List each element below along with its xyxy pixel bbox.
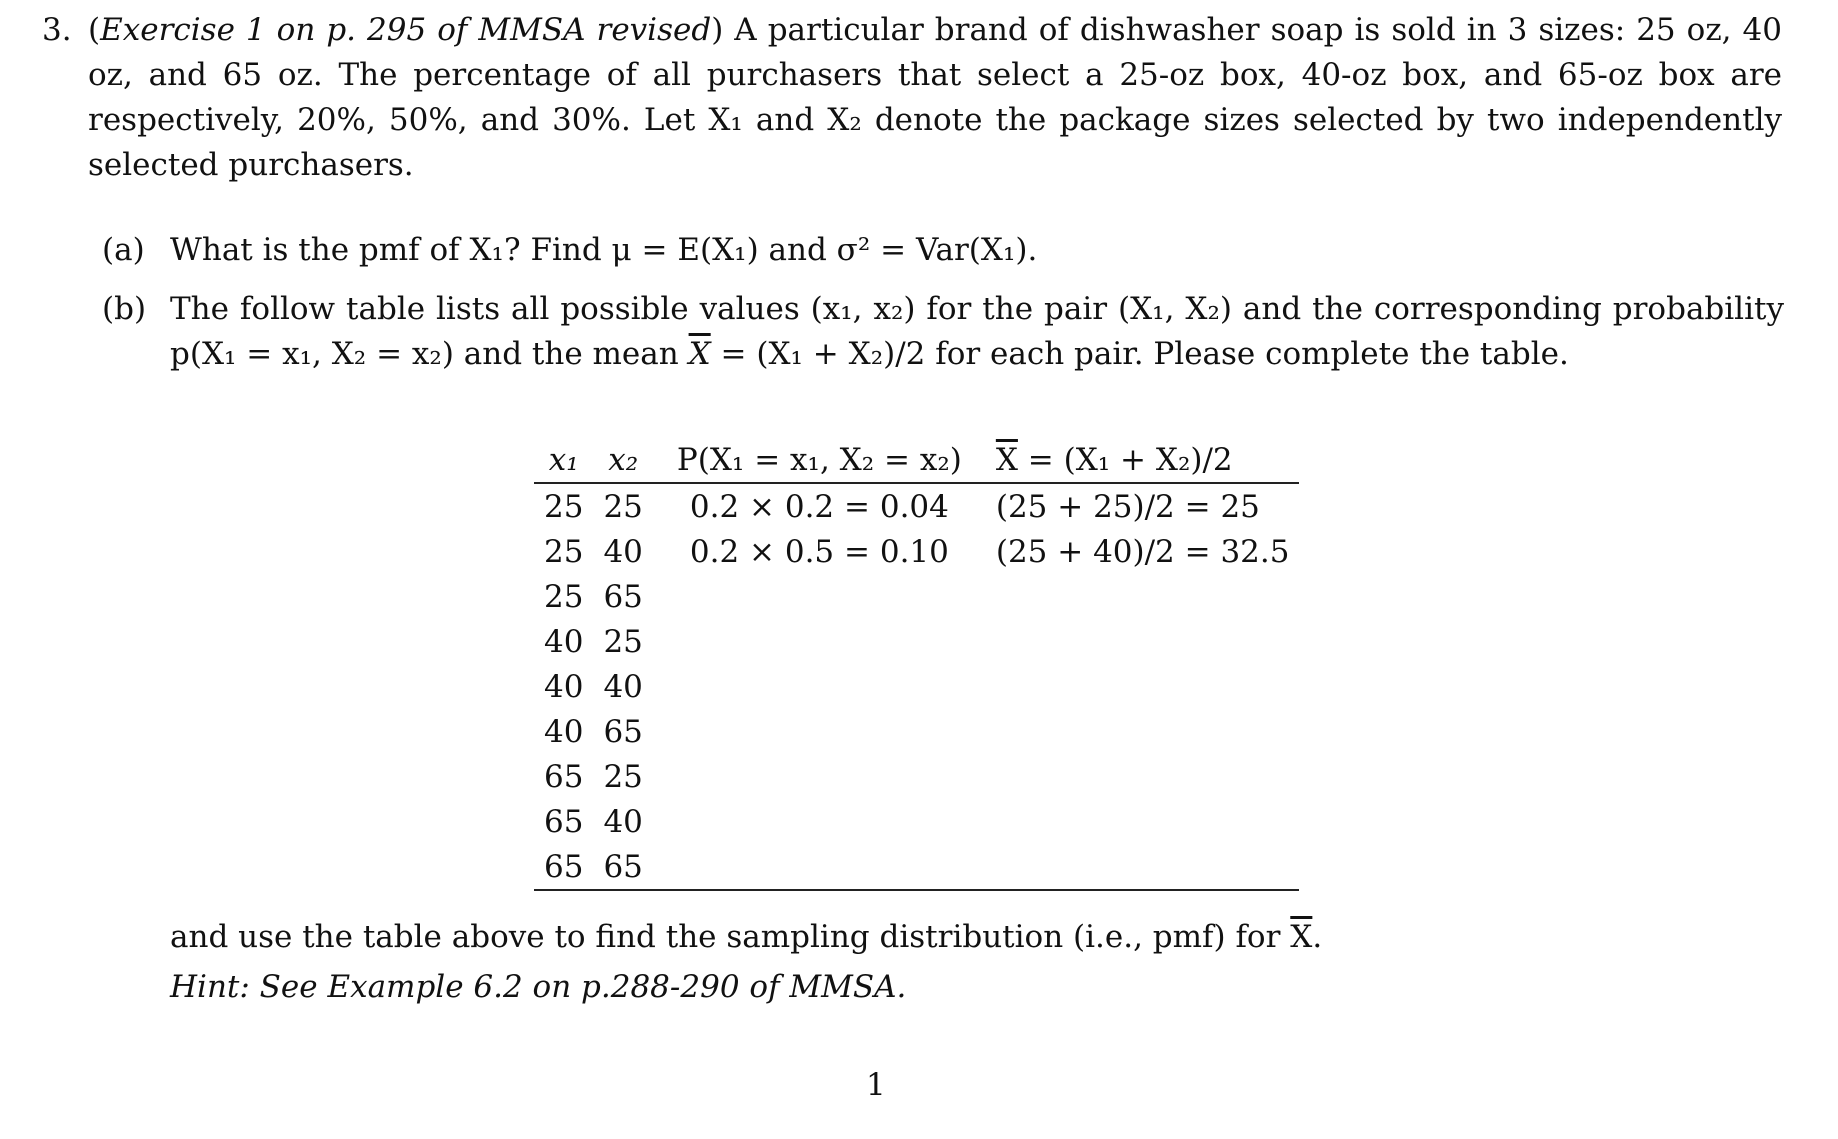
cell-x1: 40 (544, 668, 584, 705)
part-b (102, 287, 1784, 377)
problem-3 (42, 8, 1782, 188)
table-row (534, 754, 1299, 799)
cell-x1: 25 (544, 578, 584, 615)
after-table-text (170, 912, 1322, 1012)
hint-text: Hint: See Example 6.2 on p.288-290 of MMSA. (170, 969, 907, 1005)
cell-x1: 65 (544, 758, 584, 795)
part-b-text-1: The follow table lists all possible values (x₁, x₂) for the pair (X₁, X₂) and the corresponding probability p(X₁ = x₁, X₂ = x₂) and the mean (170, 291, 1784, 372)
cell-mean (986, 844, 1300, 890)
table-row (534, 619, 1299, 664)
after-text-2: . (1312, 919, 1323, 955)
table-row (534, 574, 1299, 619)
header-probability: P(X₁ = x₁, X₂ = x₂) (653, 437, 986, 483)
cell-mean (986, 664, 1300, 709)
problem-text-after: ) A particular brand of dishwasher soap is sold in 3 sizes: 25 oz, 40 oz, and 65 oz. The percentage of all purchasers that select a 25-oz box, 40-oz box, and 65-oz box are respectively, 20%, 50%, and 30%. Let X₁ and X₂ denote the package sizes selected by two independently selected purchasers. (88, 12, 1782, 183)
cell-probability (653, 709, 986, 754)
after-text-1: and use the table above to find the sampling distribution (i.e., pmf) for (170, 919, 1291, 955)
table-row (534, 844, 1299, 890)
table-row (534, 799, 1299, 844)
cell-x2: 25 (603, 623, 643, 660)
cell-x1: 25 (544, 488, 584, 525)
problem-source: Exercise 1 on p. 295 of MMSA revised (100, 12, 712, 48)
cell-x2: 65 (603, 578, 643, 615)
cell-mean: (25 + 40)/2 = 32.5 (995, 533, 1290, 570)
cell-x1: 40 (544, 713, 584, 750)
problem-number: 3. (42, 12, 72, 48)
after-xbar: $\overline{X}$ (1290, 919, 1313, 955)
part-a (102, 228, 1784, 273)
cell-mean (986, 619, 1300, 664)
cell-x2: 65 (603, 713, 643, 750)
cell-probability (653, 754, 986, 799)
cell-x2: 40 (603, 533, 643, 570)
cell-x2: 40 (603, 668, 643, 705)
problem-statement (42, 8, 1782, 188)
table-body (534, 483, 1299, 890)
header-x2: x₂ (593, 437, 652, 483)
after-table-line (170, 912, 1322, 962)
cell-x2: 25 (603, 758, 643, 795)
part-a-text: What is the pmf of X₁? Find μ = E(X₁) and σ² = Var(X₁). (170, 232, 1038, 268)
cell-mean (986, 574, 1300, 619)
cell-probability (653, 799, 986, 844)
table-row (534, 664, 1299, 709)
cell-probability (653, 574, 986, 619)
cell-probability (653, 844, 986, 890)
cell-probability (653, 664, 986, 709)
table-header-row (534, 437, 1299, 483)
problem-text-before: ( (88, 12, 101, 48)
part-b-text-2: = (X₁ + X₂)/2 for each pair. Please complete the table. (710, 336, 1569, 372)
header-mean (986, 437, 1300, 483)
cell-mean (986, 709, 1300, 754)
page-number: 1 (866, 1067, 886, 1103)
part-a-label: (a) (102, 232, 145, 268)
cell-x1: 65 (534, 844, 593, 890)
cell-mean: (25 + 25)/2 = 25 (995, 488, 1260, 525)
cell-x2: 40 (603, 803, 643, 840)
cell-probability (653, 619, 986, 664)
cell-x2: 25 (603, 488, 643, 525)
table-row (534, 709, 1299, 754)
table-row (534, 483, 1299, 529)
cell-mean (986, 754, 1300, 799)
cell-x1: 65 (544, 803, 584, 840)
cell-probability: 0.2 × 0.2 = 0.04 (689, 488, 949, 525)
header-x1: x₁ (534, 437, 593, 483)
part-b-xbar: $\overline{X}$ (688, 336, 711, 372)
header-mean-rest: = (X₁ + X₂)/2 (1017, 441, 1233, 478)
header-mean-xbar: $\overline{X}$ (995, 441, 1018, 478)
cell-x2: 65 (593, 844, 652, 890)
part-b-label: (b) (102, 291, 147, 327)
cell-x1: 25 (544, 533, 584, 570)
cell-mean (986, 799, 1300, 844)
part-b-text (102, 287, 1784, 377)
table-row (534, 529, 1299, 574)
probability-table (534, 437, 1299, 891)
cell-probability: 0.2 × 0.5 = 0.10 (689, 533, 949, 570)
cell-x1: 40 (544, 623, 584, 660)
